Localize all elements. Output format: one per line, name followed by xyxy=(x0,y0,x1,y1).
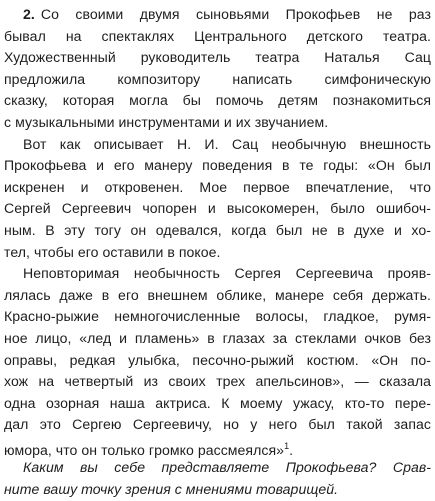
text-line-content: Красно-рыжие немногочисленные волосы, гладкое, румя- xyxy=(4,308,431,325)
text-line xyxy=(4,198,431,220)
text-line xyxy=(4,47,431,69)
text-line xyxy=(4,457,431,479)
text-line-content: ным. В эту тогу он одевался, когда был не в духе и хо- xyxy=(4,221,431,238)
text-line xyxy=(4,414,431,436)
text-line-content: Со своими двумя сыновьями Прокофьев не раз xyxy=(40,6,431,22)
text-line xyxy=(4,393,431,415)
text-line-content: ное лицо, «лед и пламень» в глазах за стеклами очков без xyxy=(4,329,431,346)
text-line-content: Сергей Сергеевич чопорен и высокомерен, было ошибоч- xyxy=(4,200,431,217)
text-line-content: Неповторимая необычность Сергея Сергеевича прояв- xyxy=(23,265,431,282)
question-paragraph xyxy=(4,457,431,500)
text-line-content: Прокофьева и его манеру поведения в те годы: «Он был xyxy=(4,157,431,174)
text-line-content: ните вашу точку зрения с мнениями товарищей. xyxy=(4,481,339,498)
text-line-words xyxy=(41,4,431,26)
text-line-content: Каким вы себе представляете Прокофьева? Срав- xyxy=(23,459,431,476)
end-punctuation: . xyxy=(289,441,294,458)
text-line xyxy=(4,328,431,350)
text-line xyxy=(4,177,431,199)
text-line xyxy=(4,69,431,91)
text-line-content: оправы, редкая улыбка, песочно-рыжий костюм. «Он по- xyxy=(4,351,431,368)
text-line xyxy=(4,220,431,242)
text-line-content: бывал на спектаклях Центрального детского театра. xyxy=(4,27,431,44)
text-line-content: юмора, что он только громко рассмеялся» xyxy=(4,441,285,458)
text-line xyxy=(4,285,431,307)
paragraph-3 xyxy=(4,263,431,457)
text-line xyxy=(4,436,431,458)
text-line xyxy=(4,350,431,372)
text-line xyxy=(4,371,431,393)
footnote-mark: 1 xyxy=(284,440,290,451)
text-line-content: сказку, которая могла бы помочь детям познакомиться xyxy=(4,92,431,109)
text-line xyxy=(4,134,431,156)
text-line-content: дал это Сергею Сергеевичу, но у него был такой запас xyxy=(4,416,431,433)
text-line-content: лялась даже в его внешнем облике, манере себя держать. xyxy=(4,286,431,303)
text-line xyxy=(4,155,431,177)
exercise-number: 2. xyxy=(23,6,35,22)
text-line-content: искренен и откровенен. Мое первое впечатление, что xyxy=(4,178,431,195)
text-line-content: с музыкальными инструментами и их звучанием. xyxy=(4,113,329,130)
text-line-content: хож на четвертый из своих трех апельсинов», — сказала xyxy=(4,373,431,390)
text-line xyxy=(4,242,431,264)
text-line xyxy=(4,112,431,134)
paragraph-1 xyxy=(4,4,431,134)
text-line xyxy=(4,479,431,501)
text-line-content: Художественный руководитель театра Наталья Сац xyxy=(4,49,431,66)
text-line xyxy=(4,263,431,285)
text-line xyxy=(4,26,431,48)
textbook-page xyxy=(4,4,431,501)
text-line xyxy=(4,306,431,328)
text-line-content: предложила композитору написать симфоническую xyxy=(4,70,431,87)
text-line-content: тел, чтобы его оставили в покое. xyxy=(4,243,221,260)
text-line-content: одна озорная наша актриса. К моему ужасу, кто-то пере- xyxy=(4,394,431,411)
text-line xyxy=(4,90,431,112)
text-line xyxy=(4,4,431,26)
text-line-content: Вот как описывает Н. И. Сац необычную внешность xyxy=(23,135,431,152)
paragraph-2 xyxy=(4,134,431,264)
